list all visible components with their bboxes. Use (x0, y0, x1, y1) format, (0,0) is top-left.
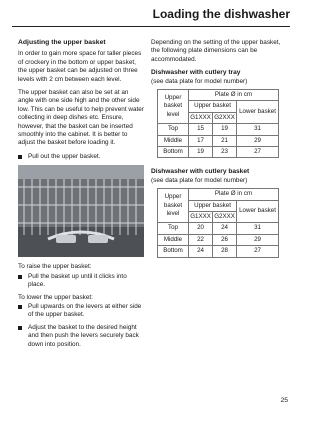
table2-cell-lower: 31 (237, 223, 279, 234)
table1-cell-lower: 27 (237, 146, 279, 157)
table1-cell-g2: 21 (213, 135, 237, 146)
page-header (0, 0, 300, 28)
table-cutlery-tray (157, 89, 279, 158)
table2-cell-lower: 29 (237, 234, 279, 245)
table1-header-plate: Plate Ø in cm (189, 90, 279, 101)
page-number: 25 (280, 397, 288, 404)
table1-header-upper-basket: Upper basket (189, 101, 237, 112)
table1-header-g2: G2XXX (213, 112, 237, 123)
table2-cell-lower: 27 (237, 246, 279, 257)
table2-title: Dishwasher with cutlery basket (151, 168, 250, 176)
table2-header-g2: G2XXX (213, 211, 237, 222)
table2-cell-g2: 26 (213, 234, 237, 245)
table2-header-g1: G1XXX (189, 211, 213, 222)
bullet-pull-out: Pull out the upper basket. (18, 153, 144, 161)
left-column (18, 39, 144, 353)
table1-header-g1: G1XXX (189, 112, 213, 123)
basket-photo (18, 165, 144, 257)
table1-cell-lower: 31 (237, 124, 279, 135)
table2-header-level: Upper basket level (158, 189, 189, 223)
table1-cell-g2: 23 (213, 146, 237, 157)
table1-cell-level: Bottom (158, 146, 189, 157)
table2-header-upper-basket: Upper basket (189, 200, 237, 211)
table-row (158, 223, 279, 234)
paragraph-plate-dimensions: Depending on the setting of the upper basket, the following plate dimensions can be accommodated. (151, 39, 281, 63)
table-row (158, 146, 279, 157)
table2-cell-g2: 24 (213, 223, 237, 234)
table2-subtitle: (see data plate for model number) (151, 176, 248, 184)
table2-cell-g1: 24 (189, 246, 213, 257)
paragraph-intro: In order to gain more space for taller pieces of crockery in the bottom or upper basket, the upper basket can be adjusted on three levels with 2 cm between each level. (18, 50, 142, 83)
table2-cell-g1: 22 (189, 234, 213, 245)
table1-cell-lower: 29 (237, 135, 279, 146)
table1-header-level: Upper basket level (158, 90, 189, 124)
section-heading: Adjusting the upper basket (18, 39, 106, 46)
raise-heading: To raise the upper basket: (18, 263, 92, 271)
table2-cell-level: Top (158, 223, 189, 234)
table2-cell-g1: 20 (189, 223, 213, 234)
table1-cell-g1: 19 (189, 146, 213, 157)
table2-header-plate: Plate Ø in cm (189, 189, 279, 200)
table2-cell-level: Bottom (158, 246, 189, 257)
table2-cell-level: Middle (158, 234, 189, 245)
table1-cell-level: Top (158, 124, 189, 135)
paragraph-angle: The upper basket can also be set at an angle with one side high and the other side low. This can be useful to help prevent water collecting in deep dishes etc. Ensure, however, that the basket can be inserted smoothly into the cabinet. It is better to adjust the basket before loading it. (18, 89, 144, 147)
table-row (158, 234, 279, 245)
table1-cell-g2: 19 (213, 124, 237, 135)
header-rule (12, 26, 290, 27)
table-row (158, 124, 279, 135)
table2-cell-g2: 28 (213, 246, 237, 257)
bullet-lower-2: Adjust the basket to the desired height and then push the levers securely back down into position. (18, 324, 144, 349)
table-cutlery-basket (157, 188, 279, 257)
table1-cell-g1: 17 (189, 135, 213, 146)
table1-title: Dishwasher with cutlery tray (151, 69, 241, 77)
table1-header-lower-basket: Lower basket (237, 101, 279, 124)
table-row (158, 135, 279, 146)
basket-illustration (18, 165, 144, 257)
bullet-lower-1: Pull upwards on the levers at either side of the upper basket. (18, 303, 144, 320)
table-row (158, 246, 279, 257)
bullet-raise: Pull the basket up until it clicks into place. (18, 273, 144, 290)
table1-cell-level: Middle (158, 135, 189, 146)
lower-heading: To lower the upper basket: (18, 293, 93, 301)
right-column (151, 39, 285, 268)
page-title: Loading the dishwasher (152, 7, 290, 21)
table2-header-lower-basket: Lower basket (237, 200, 279, 223)
table1-cell-g1: 15 (189, 124, 213, 135)
table1-subtitle: (see data plate for model number) (151, 77, 248, 85)
